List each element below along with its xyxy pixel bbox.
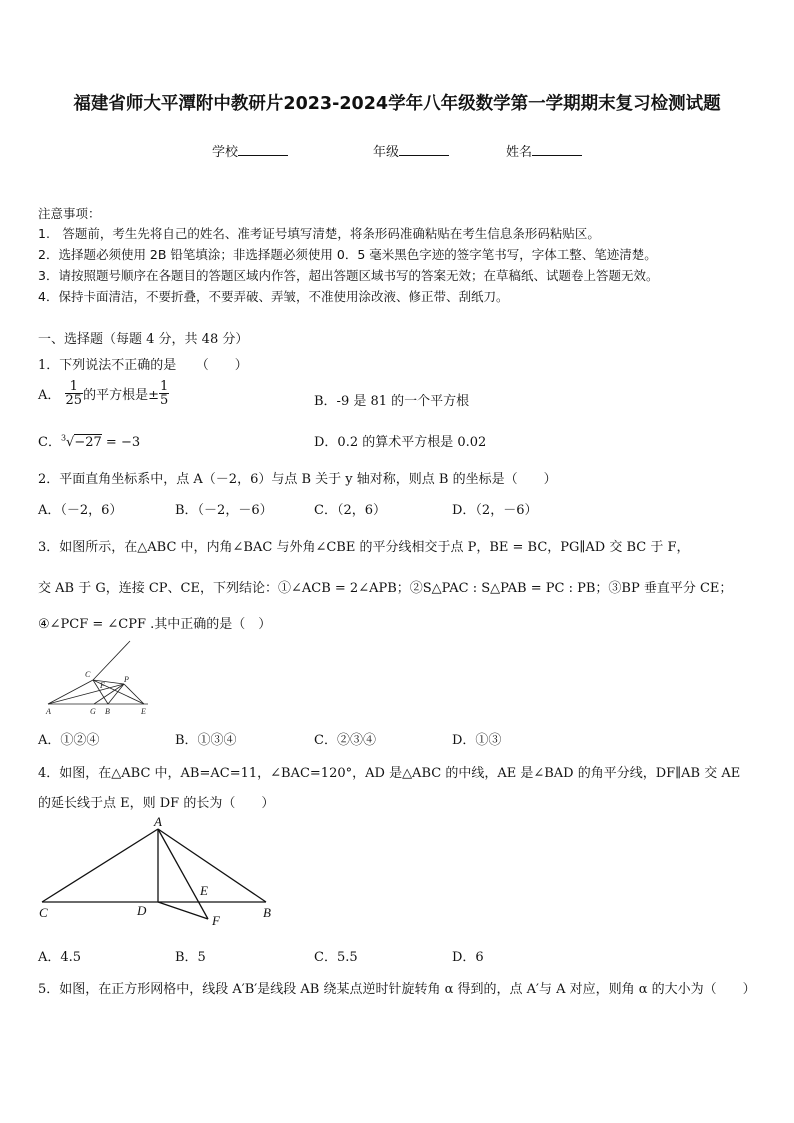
- q5-stem: 5．如图，在正方形网格中，线段 A′B′是线段 AB 绕某点逆时针旋转角 α 得到的，点 A′与 A 对应，则角 α 的大小为（ ）: [38, 982, 756, 997]
- note-item: 3．请按照题号顺序在各题目的答题区域内作答，超出答题区域书写的答案无效；在草稿纸、试题卷上答题无效。: [38, 268, 659, 283]
- q4-option-b: B．5: [175, 950, 206, 965]
- school-blank: [238, 143, 288, 156]
- q3-line: 交 AB 于 G，连接 CP、CE，下列结论：①∠ACB = 2∠APB；②S△PAC : S△PAB = PC : PB；③BP 垂直平分 CE；: [38, 581, 733, 596]
- q2-option-c: C．（2，6）: [314, 503, 386, 518]
- q4-option-a: A．4.5: [38, 950, 82, 965]
- q2-option-d: D．（2，－6）: [452, 503, 538, 518]
- segment-af: [158, 829, 208, 919]
- q3-option-d: D．①③: [452, 733, 502, 748]
- q4-line: 4．如图，在△ABC 中，AB=AC=11，∠BAC=120°，AD 是△ABC 的中线，AE 是∠BAD 的角平分线，DF∥AB 交 AE: [38, 766, 741, 781]
- name-field: [506, 141, 582, 160]
- fig-label: F: [100, 681, 105, 690]
- note-item: 4．保持卡面清洁，不要折叠，不要弄破、弄皱，不准使用涂改液、修正带、刮纸刀。: [38, 289, 509, 304]
- q2-option-a: A．（－2，6）: [38, 503, 123, 518]
- q4-option-d: D．6: [452, 950, 484, 965]
- fraction-denominator: 5: [159, 393, 169, 408]
- q2-option-b: B．（－2，－6）: [175, 503, 273, 518]
- q3-figure: [38, 636, 168, 720]
- grade-field: [373, 141, 449, 160]
- fig-label: B: [263, 905, 271, 920]
- name-label: 姓名: [506, 145, 533, 160]
- option-text: 的平方根是±: [83, 388, 159, 403]
- fig-label: P: [124, 675, 129, 684]
- fig-label: D: [137, 903, 147, 918]
- notes-heading: 注意事项：: [38, 206, 101, 221]
- note-item: 1. 答题前，考生先将自己的姓名、准考证号填写清楚，将条形码准确粘贴在考生信息条形码粘贴区。: [38, 226, 600, 241]
- fraction-denominator: 25: [65, 393, 83, 408]
- fig-label: A: [46, 707, 51, 716]
- segment-pg: [94, 684, 124, 704]
- q1-option-c: [38, 431, 140, 450]
- section-heading: 一、选择题（每题 4 分，共 48 分）: [38, 332, 249, 347]
- option-text: = −3: [105, 435, 141, 450]
- segment-ac: [48, 680, 93, 704]
- segment-ap: [48, 684, 124, 704]
- radical-icon: √: [66, 435, 75, 450]
- fig-label: G: [90, 707, 96, 716]
- q3-option-b: B．①③④: [175, 733, 237, 748]
- school-label: 学校: [212, 145, 239, 160]
- q1-stem: 1．下列说法不正确的是 （ ）: [38, 358, 248, 373]
- page-title: 福建省师大平潭附中教研片2023-2024学年八年级数学第一学期期末复习检测试题: [73, 94, 721, 114]
- q2-stem: 2．平面直角坐标系中，点 A（－2，6）与点 B 关于 y 轴对称，则点 B 的坐标是（ ）: [38, 472, 557, 487]
- segment-ca: [42, 829, 158, 902]
- fig-label: C: [39, 905, 48, 920]
- radicand: −27: [74, 435, 102, 450]
- q3-option-c: C．②③④: [314, 733, 376, 748]
- segment-pb: [108, 684, 124, 704]
- grade-label: 年级: [373, 145, 400, 160]
- fig-label: E: [200, 883, 208, 898]
- fraction-numerator: 1: [65, 380, 84, 394]
- fraction: [159, 380, 169, 407]
- fig-label: C: [85, 670, 91, 679]
- q3-line: ④∠PCF = ∠CPF .其中正确的是（ ）: [38, 617, 272, 632]
- fraction-numerator: 1: [159, 379, 169, 394]
- q1-option-d: D．0.2 的算术平方根是 0.02: [314, 435, 487, 450]
- school-field: [212, 141, 288, 160]
- option-label: A．: [38, 388, 61, 403]
- segment-pe: [124, 684, 144, 704]
- fig-label: E: [141, 707, 146, 716]
- segment-ab: [158, 829, 266, 902]
- grade-blank: [399, 143, 449, 156]
- note-item: 2．选择题必须使用 2B 铅笔填涂；非选择题必须使用 0．5 毫米黑色字迹的签字笔书写，字体工整、笔迹清楚。: [38, 247, 657, 262]
- root-index: 3: [60, 433, 67, 443]
- q3-option-a: A．①②④: [38, 733, 100, 748]
- fig-label: B: [105, 707, 110, 716]
- q1-option-b: B．-9 是 81 的一个平方根: [314, 394, 470, 409]
- q4-line: 的延长线于点 E，则 DF 的长为（ ）: [38, 796, 275, 811]
- fig-label: F: [212, 913, 220, 927]
- option-label: C．: [38, 435, 61, 450]
- fraction: [65, 380, 84, 407]
- q1-option-a: [38, 380, 169, 407]
- q4-figure: [30, 815, 290, 927]
- name-blank: [532, 143, 582, 156]
- q4-option-c: C．5.5: [314, 950, 358, 965]
- fig-label: A: [154, 815, 162, 829]
- q3-line: 3．如图所示，在△ABC 中，内角∠BAC 与外角∠CBE 的平分线相交于点 P，BE = BC，PG∥AD 交 BC 于 F，: [38, 540, 690, 555]
